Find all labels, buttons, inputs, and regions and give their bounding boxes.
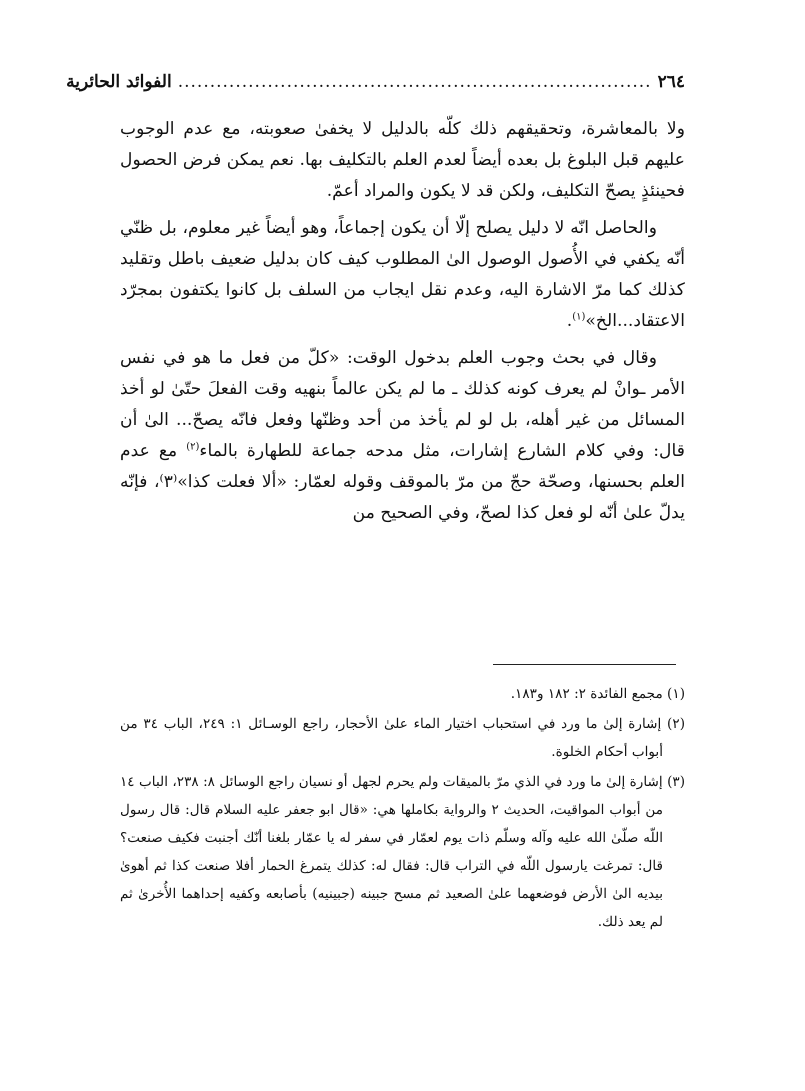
footnote-separator	[493, 664, 676, 665]
page-number: ٢٦٤	[657, 72, 685, 92]
footnote: (٣) إشارة إلىٰ ما ورد في الذي مرّ بالميقات ولم يحرم لجهل أو نسيان راجع الوسائل ٨: ٢٣٨، الباب ١٤ من أبواب المواقيت، الحديث ٢ والرواية بكاملها هي: «قال ابو جعفر عليه السلام قال: قال رسول اللّه صلّىٰ الله عليه وآله وسلّم ذات يوم لعمّار في سفر له يا عمّار بلغنا أنّك أجنبت فكيف صنعت؟ قال: تمرغت يارسول اللّه في التراب قال: فقال له: كذلك يتمرغ الحمار أفلا صنعت كذا ثم أهوىٰ بيديه الىٰ الأرض فوضعهما علىٰ الصعيد ثم مسح جبينه (جبينيه) بأصابعه وكفيه إحداهما الأُخرىٰ ثم لم يعد ذلك.	[120, 774, 685, 930]
book-title: الفوائد الحائرية	[66, 72, 172, 92]
page-content	[66, 72, 685, 535]
paragraph-text: ولا بالمعاشرة، وتحقيقهم ذلك كلّه بالدليل لا يخفىٰ صعوبته، مع عدم الوجوب عليهم قبل البلوغ بل بعده أيضاً لعدم العلم بالتكليف بها. نعم يمكن فرض الحصول فحينئذٍ يصحّ التكليف، ولكن قد لا يكون والمراد أعمّ.	[120, 119, 685, 201]
paragraph-tail: .	[566, 311, 573, 331]
footnote: (٢) إشارة إلىٰ ما ورد في استحباب اختيار الماء علىٰ الأحجار، راجع الوسـائل ١: ٢٤٩، الباب ٣٤ من أبواب أحكام الخلوة.	[120, 716, 685, 760]
footnote-marker: (١)	[572, 311, 586, 323]
paragraph-text: وقال في بحث وجوب العلم بدخول الوقت: «كلّ من فعل ما هو في نفس الأمر ـوانْ لم يعرف كونه كذلك ـ ما لم يكن عالماً بنهيه وقت الفعلَ حتّىٰ لو أخذ المسائل من غير أهله، بل لو لم يأخذ من أحد وظنّها وفعل فانّه يصحّ... الىٰ أن قال: وفي كلام الشارع إشارات، مثل مدحه جماعة للطهارة بالماء	[120, 348, 685, 461]
main-text	[120, 114, 685, 529]
footnote: (١) مجمع الفائدة ٢: ١٨٢ و١٨٣.	[510, 686, 685, 702]
footnote-marker: (٢)	[186, 441, 200, 453]
paragraph	[120, 213, 685, 337]
running-header	[66, 72, 685, 100]
paragraph-tail: مع عدم العلم بحسنها، وصحّة حجّ من مرّ بالموقف وقوله لعمّار: «ألا فعلت كذا»⁽٣⁾، فإنّه يدلّ علىٰ أنّه لو فعل كذا لصحّ، وفي الصحيح من	[120, 441, 685, 523]
paragraph-text: والحاصل انّه لا دليل يصلح إلّا أن يكون إجماعاً، وهو أيضاً غير معلوم، بل ظنّي أنّه يكفي في الأُصول الوصول الىٰ المطلوب كيف كان بدليل ضعيف باطل وتقليد كذلك كما مرّ الاشارة اليه، وعدم نقل ايجاب من السلف بل كانوا يكتفون بمجرّد الاعتقاد...الخ»	[120, 218, 685, 331]
footnotes	[120, 680, 685, 938]
header-leader-dots: ..........................................................................	[177, 72, 652, 92]
paragraph	[120, 343, 685, 529]
paragraph	[120, 114, 685, 207]
